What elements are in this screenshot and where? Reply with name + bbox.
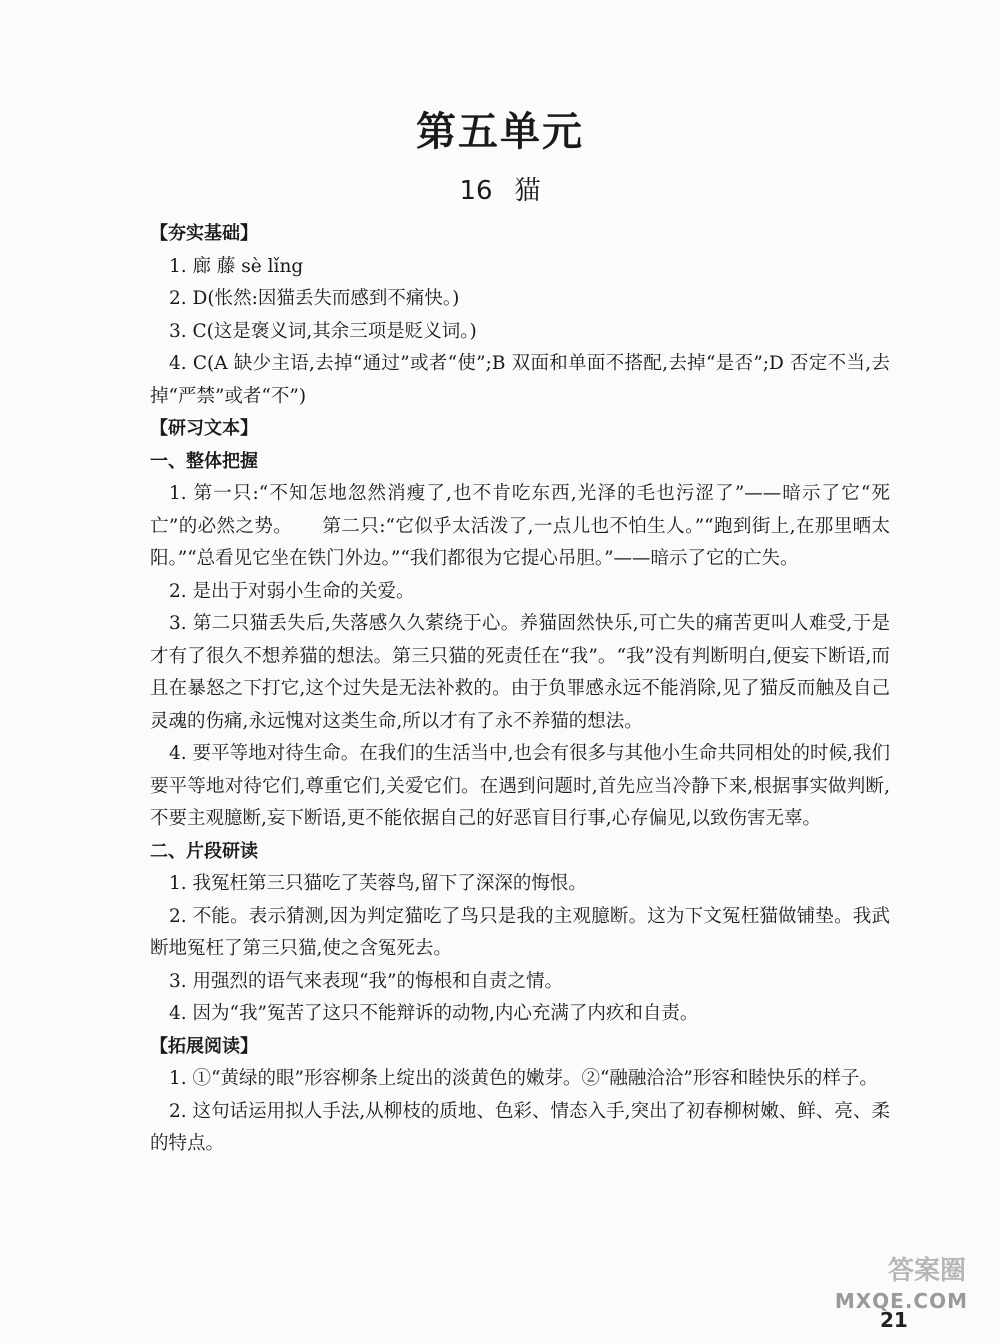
answer-item: 2. D(怅然:因猫丢失而感到不痛快。) xyxy=(169,288,460,309)
answer-item: 3. C(这是褒义词,其余三项是贬义词。) xyxy=(169,320,477,342)
answer-item xyxy=(150,478,890,576)
answer-item: 2. 这句话运用拟人手法,从柳枝的质地、色彩、情态入手,突出了初春柳树嫩、鲜、亮、柔的特点。 xyxy=(150,1100,890,1154)
answer-item: 2. 是出于对弱小生命的关爱。 xyxy=(169,580,415,602)
lesson-title xyxy=(0,170,1000,207)
site-watermark xyxy=(834,1221,986,1331)
lesson-name: 猫 xyxy=(514,176,541,206)
subsection-heading: 二、片段研读 xyxy=(150,840,258,862)
answer-item: 1. 我冤枉第三只猫吃了芙蓉鸟,留下了深深的悔恨。 xyxy=(169,873,587,894)
answer-item: 1. ①“黄绿的眼”形容柳条上绽出的淡黄色的嫩芽。②“融融洽洽”形容和睦快乐的样子。 xyxy=(169,1068,878,1089)
answer-text: 第二只:“它似乎太活泼了,一点儿也不怕生人。”“跑到街上,在那里晒太阳。”“总看见它坐在铁门外边。”“我们都很为它提心吊胆。”——暗示了它的亡失。 xyxy=(150,515,890,569)
answer-item: 4. 要平等地对待生命。在我们的生活当中,也会有很多与其他小生命共同相处的时候,我们要平等地对待它们,尊重它们,关爱它们。在遇到问题时,首先应当冷静下来,根据事实做判断,不要主观臆断,妄下断语,更不能依据自己的好恶盲目行事,心存偏见,以致伤害无辜。 xyxy=(150,743,890,829)
answer-text: 1. 第一只:“不知怎地忽然消瘦了,也不肯吃东西,光泽的毛也污涩了”——暗示了它“死亡”的必然之势。 xyxy=(150,483,890,537)
subsection-heading: 一、整体把握 xyxy=(150,450,258,472)
answer-item: 4. C(A 缺少主语,去掉“通过”或者“使”;B 双面和单面不搭配,去掉“是否”;D 否定不当,去掉“严禁”或者“不”) xyxy=(150,353,890,407)
lesson-number: 16 xyxy=(459,176,493,206)
answer-item: 3. 用强烈的语气来表现“我”的悔根和自责之情。 xyxy=(169,970,563,992)
answer-content xyxy=(150,218,890,1161)
watermark-url: MXQE.COM xyxy=(834,1289,968,1313)
section-heading: 【夯实基础】 xyxy=(150,223,258,244)
answer-item: 1. 廊 藤 sè lǐng xyxy=(169,255,304,277)
section-heading: 【研习文本】 xyxy=(150,418,258,439)
page-number: 21 xyxy=(880,1308,908,1332)
answer-item: 4. 因为“我”冤苦了这只不能辩诉的动物,内心充满了内疚和自责。 xyxy=(169,1003,699,1024)
watermark-logo: 答案圈 xyxy=(887,1256,966,1286)
section-heading: 【拓展阅读】 xyxy=(150,1035,258,1057)
answer-item: 3. 第二只猫丢失后,失落感久久萦绕于心。养猫固然快乐,可亡失的痛苦更叫人难受,于是才有了很久不想养猫的想法。第三只猫的死责任在“我”。“我”没有判断明白,便妄下断语,而且在暴怒之下打它,这个过失是无法补救的。由于负罪感永远不能消除,见了猫反而触及自己灵魂的伤痛,永远愧对这类生命,所以才有了永不养猫的想法。 xyxy=(150,613,890,732)
unit-title: 第五单元 xyxy=(416,109,584,155)
answer-item: 2. 不能。表示猜测,因为判定猫吃了鸟只是我的主观臆断。这为下文冤枉猫做铺垫。我武断地冤枉了第三只猫,使之含冤死去。 xyxy=(150,905,890,959)
